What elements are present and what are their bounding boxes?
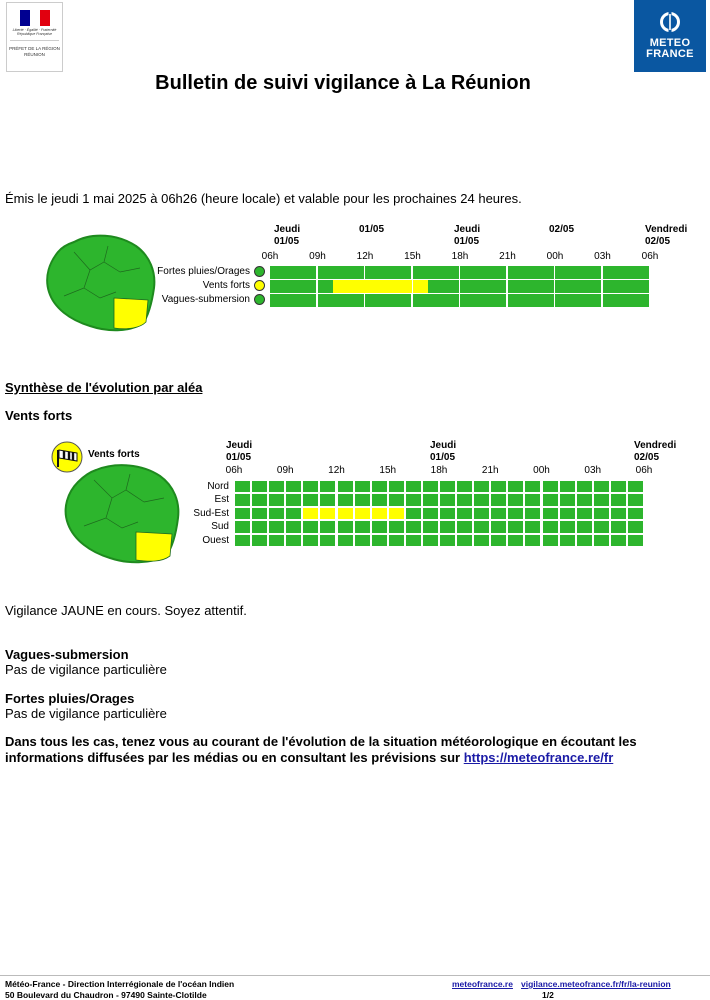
timeline-cell [610,520,627,533]
timeline-cell [268,520,285,533]
timeline-cell [234,507,251,520]
timeline-cell [349,294,365,307]
timeline-cell [439,507,456,520]
timeline-cell [318,266,334,279]
timeline-cell [428,280,444,293]
timeline-cell [610,480,627,493]
timeline-cell [444,266,460,279]
timeline-cell [302,493,319,506]
zone-row-label: Est [214,494,229,506]
timeline-cell [302,294,318,307]
timeline-cell [559,480,576,493]
timeline-cell [270,266,286,279]
reunion-map-overview [44,232,160,334]
timeline-cell [422,534,439,547]
time-tick: 03h [584,465,602,476]
timeline-cell [524,520,541,533]
timeline-cell [319,507,336,520]
timeline-cell [413,266,429,279]
timeline-cell [318,294,334,307]
time-tick: 09h [309,251,326,262]
day-label [359,224,384,236]
zone-row-label: Ouest [202,534,229,546]
timeline-cell [634,266,650,279]
timeline-cell [603,294,619,307]
timeline-cell [593,480,610,493]
timeline-cell [460,280,476,293]
timeline-cell [422,493,439,506]
time-tick: 21h [481,465,499,476]
timeline-cell [439,493,456,506]
timeline-cell [397,294,413,307]
time-tick: 03h [594,251,611,262]
timeline-cell [508,280,524,293]
timeline-cell [559,520,576,533]
timeline-cell [413,280,429,293]
footer-divider [0,975,710,976]
timeline-cell [319,493,336,506]
day-date: 02/05 [549,224,575,235]
timeline-cell [285,480,302,493]
day-name: Jeudi [430,440,457,451]
timeline-cell [524,493,541,506]
advice-text: Dans tous les cas, tenez vous au courant de l'évolution de la situation météorologique en écoutant les informations diffusées par les médias ou en consultant les prévisions sur [5,734,637,765]
reunion-map-wind [62,462,184,564]
timeline-cell [428,266,444,279]
timeline-cell [302,480,319,493]
timeline-cell [405,520,422,533]
timeline-cell [490,493,507,506]
timeline-cell [371,534,388,547]
timeline-cell [405,534,422,547]
timeline-cell [439,534,456,547]
wave-icon [254,294,265,305]
timeline-cell [405,507,422,520]
footer-org: Météo-France - Direction Interrégionale de l'océan Indien [5,979,235,989]
timeline-cell [539,280,555,293]
timeline-cell [555,266,571,279]
timeline-cell [476,294,492,307]
timeline-cell [507,480,524,493]
timeline-cell [523,294,539,307]
timeline-cell [422,480,439,493]
timeline-cell [542,534,559,547]
prefet-logo [6,2,63,72]
footer-address: 50 Boulevard du Chaudron - 97490 Sainte-Clotilde [5,990,207,1000]
timeline-cell [571,280,587,293]
timeline-cell [337,520,354,533]
time-tick: 15h [379,465,397,476]
timeline-cell [473,534,490,547]
timeline-cell [634,280,650,293]
day-date: 01/05 [359,224,385,235]
timeline-cell [371,520,388,533]
timeline-cell [618,280,634,293]
timeline-cell [234,520,251,533]
advice-paragraph [5,734,705,766]
time-tick: 12h [328,465,345,476]
day-name: Vendredi [634,440,677,451]
timeline-cell [587,280,603,293]
day-label [430,440,456,464]
timeline-cell [333,294,349,307]
timeline-cell [473,493,490,506]
timeline-cell [508,266,524,279]
timeline-cell [365,294,381,307]
wind-sock-icon [254,280,265,291]
timeline-cell [473,507,490,520]
timeline-cell [559,507,576,520]
time-tick: 06h [635,465,653,476]
timeline-cell [397,266,413,279]
timeline-cell [610,493,627,506]
timeline-cell [371,493,388,506]
timeline-cell [405,493,422,506]
timeline-cell [268,493,285,506]
time-tick: 06h [641,251,659,262]
timeline-cell [285,493,302,506]
timeline-cell [270,294,286,307]
timeline-cell [268,507,285,520]
timeline-cell [476,266,492,279]
timeline-cell [302,520,319,533]
timeline-cell [634,294,650,307]
time-tick: 06h [261,251,279,262]
timeline-cell [476,280,492,293]
timeline-cell [524,480,541,493]
south-east-zone [136,532,172,561]
timeline-cell [333,280,349,293]
timeline-cell [337,480,354,493]
timeline-cell [460,266,476,279]
timeline-cell [571,294,587,307]
rain-storm-icon [254,266,265,277]
day-label [274,224,300,248]
day-label [549,224,574,236]
timeline-cell [593,520,610,533]
timeline-cell [365,266,381,279]
timeline-cell [542,480,559,493]
rain-text: Pas de vigilance particulière [5,706,167,721]
time-tick: 09h [276,465,294,476]
timeline-cell [456,493,473,506]
timeline-cell [388,520,405,533]
timeline-cell [286,280,302,293]
prefet-text: PRÉFET DE LA RÉGION RÉUNION [9,46,60,57]
timeline-cell [354,520,371,533]
timeline-cell [587,294,603,307]
page-title: Bulletin de suivi vigilance à La Réunion [155,72,531,94]
timeline-cell [542,520,559,533]
timeline-cell [268,534,285,547]
timeline-cell [507,520,524,533]
timeline-cell [603,280,619,293]
timeline-cell [405,480,422,493]
timeline-cell [539,266,555,279]
hazard-row-label: Vents forts [202,280,250,291]
timeline-cell [439,480,456,493]
timeline-cell [251,520,268,533]
timeline-cell [593,493,610,506]
timeline-cell [319,520,336,533]
timeline-cell [349,280,365,293]
meteofrance-link[interactable]: https://meteofrance.re/fr [463,750,614,765]
timeline-cell [251,534,268,547]
timeline-cell [542,507,559,520]
zone-row-label: Nord [207,481,229,492]
time-tick: 15h [404,251,421,262]
timeline-cell [456,520,473,533]
timeline-cell [381,294,397,307]
timeline-cell [507,534,524,547]
timeline-cell [508,294,524,307]
timeline-cell [268,480,285,493]
timeline-cell [444,294,460,307]
timeline-cell [349,266,365,279]
timeline-cell [365,280,381,293]
timeline-cell [337,493,354,506]
timeline-cell [302,507,319,520]
time-tick: 21h [499,251,516,262]
timeline-cell [444,280,460,293]
timeline-cell [492,280,508,293]
timeline-cell [319,534,336,547]
day-date: 02/05 [634,452,660,463]
time-tick: 00h [533,465,550,476]
mf-logo-line1: METEO [649,37,691,49]
synthesis-title: Synthèse de l'évolution par aléa [5,380,203,395]
wind-heading: Vents forts [5,408,73,423]
timeline-cell [333,266,349,279]
prefet-motto: Liberté · Égalité · Fraternité République Française [12,28,57,36]
timeline-cell [460,294,476,307]
timeline-cell [555,294,571,307]
time-tick: 06h [225,465,243,476]
timeline-cell [318,280,334,293]
meteo-france-logo[interactable] [634,0,706,72]
timeline-cell [371,480,388,493]
timeline-cell [234,480,251,493]
timeline-cell [234,493,251,506]
timeline-cell [627,480,644,493]
timeline-cell [302,534,319,547]
timeline-cell [523,280,539,293]
timeline-cell [388,480,405,493]
timeline-cell [422,520,439,533]
time-tick: 18h [451,251,469,262]
timeline-cell [490,480,507,493]
timeline-cell [523,266,539,279]
timeline-cell [302,266,318,279]
day-date: 01/05 [226,452,252,463]
hazard-row-label: Vagues-submersion [161,294,250,305]
time-tick: 00h [546,251,564,262]
timeline-cell [354,493,371,506]
timeline-cell [354,480,371,493]
timeline-cell [524,534,541,547]
timeline-cell [559,534,576,547]
day-date: 01/05 [430,452,456,463]
timeline-cell [337,534,354,547]
day-label [645,224,687,248]
timeline-cell [576,534,593,547]
day-label [454,224,480,248]
timeline-cell [627,520,644,533]
timeline-cell [593,534,610,547]
time-tick: 12h [356,251,374,262]
timeline-cell [627,493,644,506]
timeline-cell [539,294,555,307]
footer-link-meteofrance[interactable]: meteofrance.re [452,979,513,989]
timeline-cell [559,493,576,506]
timeline-cell [422,507,439,520]
french-flag-icon [20,10,50,26]
day-date: 02/05 [645,236,671,247]
timeline-cell [251,493,268,506]
timeline-cell [555,280,571,293]
timeline-cell [388,493,405,506]
timeline-cell [381,266,397,279]
rain-heading: Fortes pluies/Orages [5,691,135,706]
timeline-cell [490,520,507,533]
timeline-cell [251,507,268,520]
day-date: 01/05 [274,236,300,247]
waves-text: Pas de vigilance particulière [5,662,167,677]
footer-page: 1/2 [542,990,554,1000]
timeline-cell [490,507,507,520]
timeline-cell [371,507,388,520]
timeline-cell [286,294,302,307]
timeline-cell [618,294,634,307]
timeline-cell [285,520,302,533]
timeline-cell [492,266,508,279]
timeline-cell [587,266,603,279]
timeline-cell [439,520,456,533]
timeline-cell [388,534,405,547]
waves-heading: Vagues-submersion [5,647,129,662]
timeline-cell [397,280,413,293]
day-label [226,440,252,464]
timeline-cell [507,507,524,520]
wind-status: Vigilance JAUNE en cours. Soyez attentif. [5,603,247,618]
timeline-cell [618,266,634,279]
timeline-cell [492,294,508,307]
timeline-cell [593,507,610,520]
zone-row-label: Sud [211,521,229,533]
wind-legend-label: Vents forts [88,449,140,460]
timeline-cell [603,266,619,279]
day-label [634,440,676,464]
timeline-cell [576,507,593,520]
timeline-cell [270,280,286,293]
footer-link-vigilance[interactable]: vigilance.meteofrance.fr/fr/la-reunion [521,979,671,989]
issue-text: Émis le jeudi 1 mai 2025 à 06h26 (heure locale) et valable pour les prochaines 24 heures. [5,191,522,206]
timeline-cell [490,534,507,547]
timeline-cell [456,507,473,520]
zone-row-label: Sud-Est [193,507,229,519]
timeline-cell [473,520,490,533]
timeline-cell [388,507,405,520]
timeline-cell [337,507,354,520]
day-name: Jeudi [454,224,481,235]
timeline-cell [302,280,318,293]
day-name: Jeudi [274,224,301,235]
meteo-france-symbol-icon [660,12,680,32]
timeline-cell [610,534,627,547]
timeline-cell [576,480,593,493]
timeline-cell [354,534,371,547]
timeline-cell [576,520,593,533]
hazard-row-label: Fortes pluies/Orages [157,266,250,277]
timeline-cell [286,266,302,279]
time-tick: 18h [430,465,448,476]
timeline-cell [610,507,627,520]
timeline-cell [354,507,371,520]
timeline-cell [456,480,473,493]
timeline-cell [428,294,444,307]
timeline-cell [234,534,251,547]
timeline-cell [524,507,541,520]
timeline-cell [413,294,429,307]
day-date: 01/05 [454,236,480,247]
timeline-cell [627,507,644,520]
timeline-cell [285,507,302,520]
timeline-cell [542,493,559,506]
south-east-zone [114,298,148,329]
timeline-cell [251,480,268,493]
timeline-cell [507,493,524,506]
timeline-cell [319,480,336,493]
timeline-cell [285,534,302,547]
timeline-cell [381,280,397,293]
mf-logo-line2: FRANCE [646,48,694,60]
timeline-cell [456,534,473,547]
day-name: Vendredi [645,224,688,235]
day-name: Jeudi [226,440,253,451]
timeline-cell [627,534,644,547]
timeline-cell [576,493,593,506]
timeline-cell [571,266,587,279]
timeline-cell [473,480,490,493]
